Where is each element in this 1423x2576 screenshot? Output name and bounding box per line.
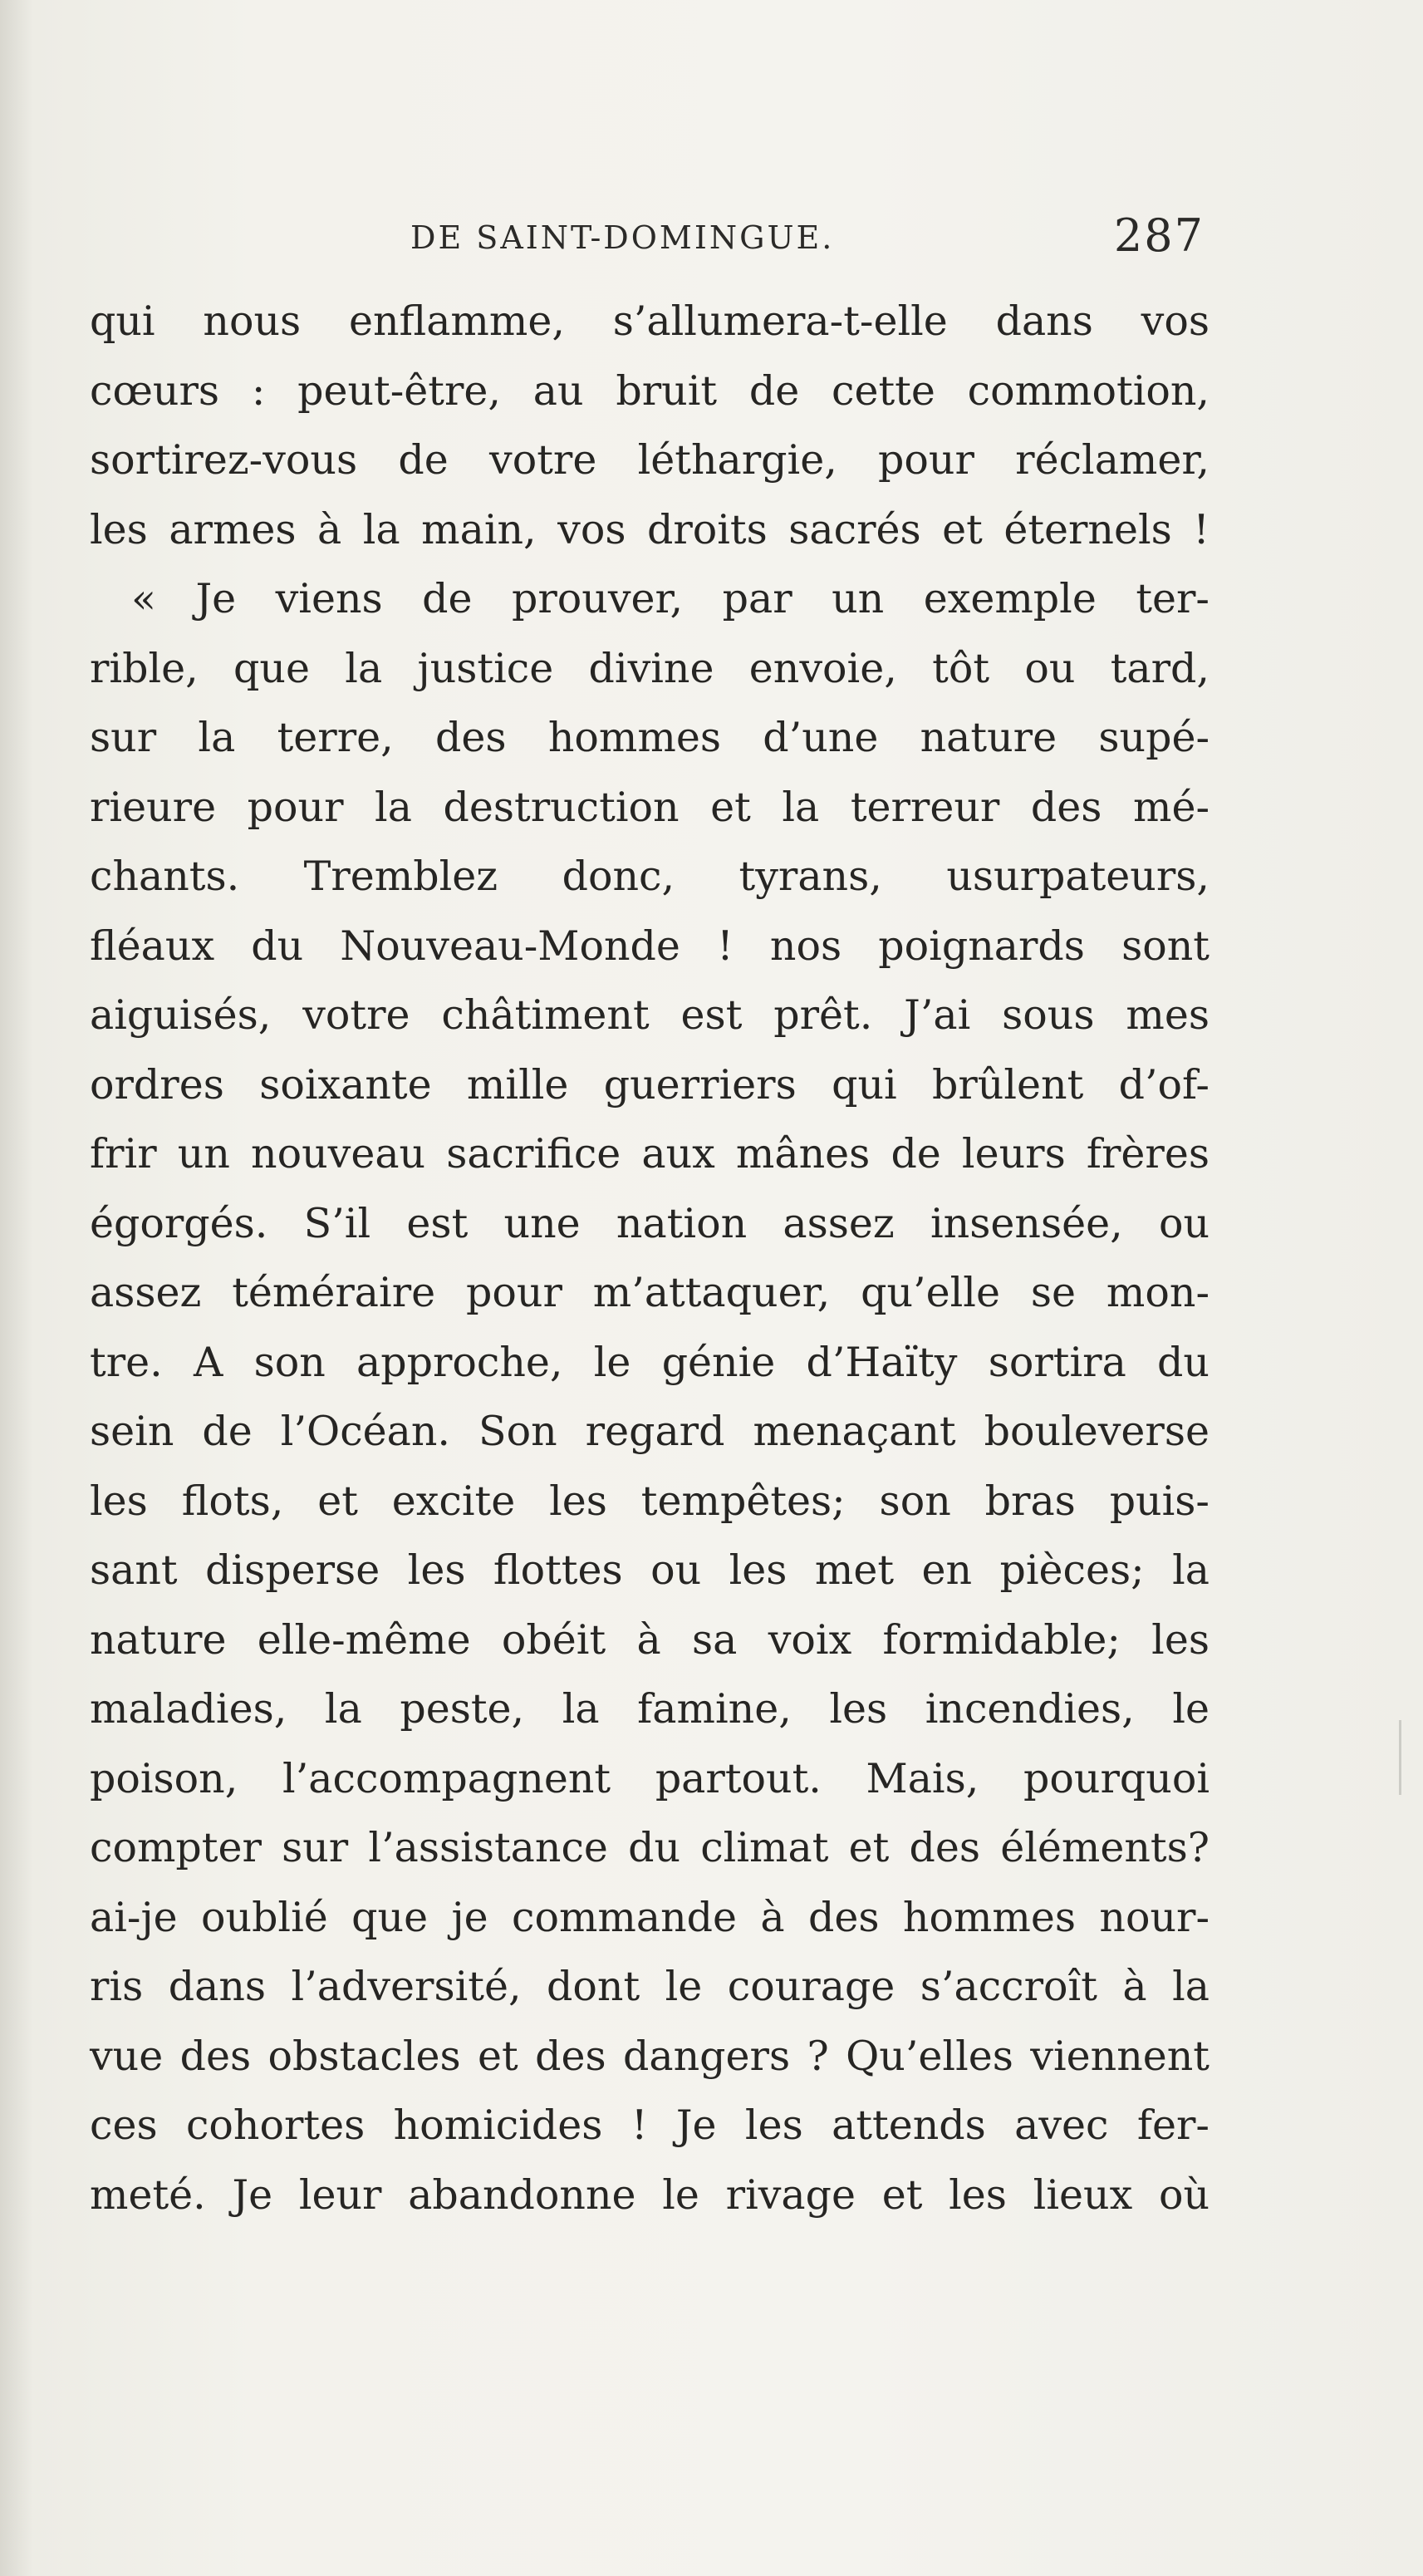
text-line: meté. Je leur abandonne le rivage et les lieux où — [90, 2170, 1210, 2219]
text-line: rible, que la justice divine envoie, tôt ou tard, — [90, 644, 1210, 692]
margin-mark — [1399, 1720, 1401, 1795]
text-line: sant disperse les flottes ou les met en pièces; la — [90, 1546, 1210, 1594]
body-text — [90, 287, 1210, 2229]
text-line: chants. Tremblez donc, tyrans, usurpateurs, — [90, 853, 1210, 900]
text-line: rieure pour la destruction et la terreur des mé- — [90, 783, 1210, 831]
text-line: nature elle-même obéit à sa voix formidable; les — [90, 1615, 1210, 1664]
text-line: poison, l’accompagnent partout. Mais, pourquoi — [90, 1754, 1210, 1802]
text-line: frir un nouveau sacrifice aux mânes de leurs frères — [90, 1130, 1210, 1177]
text-line: aiguisés, votre châtiment est prêt. J’ai sous mes — [90, 991, 1210, 1039]
text-line: « Je viens de prouver, par un exemple ter- — [131, 575, 1210, 622]
text-line: assez téméraire pour m’attaquer, qu’elle se mon- — [90, 1269, 1210, 1316]
text-line: qui nous enflamme, s’allumera-t-elle dans vos — [90, 297, 1210, 345]
text-line: égorgés. S’il est une nation assez insensée, ou — [90, 1199, 1210, 1247]
text-line: ces cohortes homicides ! Je les attends avec fer- — [90, 2102, 1210, 2149]
spine-shadow — [0, 0, 33, 2576]
text-line: les armes à la main, vos droits sacrés et éternels ! — [90, 505, 1210, 553]
text-line: sein de l’Océan. Son regard menaçant bouleverse — [90, 1408, 1210, 1455]
text-line: cœurs : peut-être, au bruit de cette commotion, — [90, 366, 1210, 415]
text-line: ai-je oublié que je commande à des hommes nour- — [90, 1893, 1210, 1941]
running-head: DE SAINT-DOMINGUE. — [410, 219, 835, 256]
text-line: tre. A son approche, le génie d’Haïty sortira du — [90, 1338, 1210, 1386]
text-line: ordres soixante mille guerriers qui brûlent d’of- — [90, 1060, 1210, 1109]
text-line: maladies, la peste, la famine, les incendies, le — [90, 1685, 1210, 1733]
text-line: compter sur l’assistance du climat et des éléments? — [90, 1824, 1210, 1871]
text-line: sortirez-vous de votre léthargie, pour réclamer, — [90, 436, 1210, 484]
text-line: ris dans l’adversité, dont le courage s’accroît à la — [90, 1963, 1210, 2010]
page-header — [100, 209, 1205, 276]
text-line: sur la terre, des hommes d’une nature supé- — [90, 714, 1210, 761]
page-number: 287 — [1113, 209, 1205, 262]
text-line: fléaux du Nouveau-Monde ! nos poignards sont — [90, 922, 1210, 970]
text-line: les flots, et excite les tempêtes; son bras puis- — [90, 1477, 1210, 1525]
text-line: vue des obstacles et des dangers ? Qu’elles viennent — [90, 2032, 1210, 2080]
